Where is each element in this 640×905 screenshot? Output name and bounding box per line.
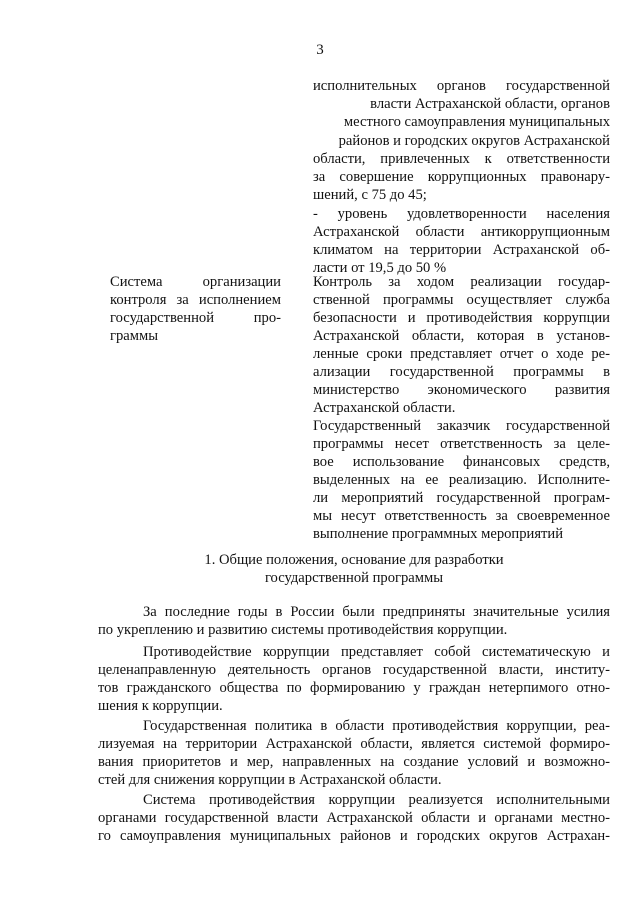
text-line: министерство экономического развития: [313, 382, 610, 398]
section-heading: государственной программы: [264, 570, 444, 586]
body-line: За последние годы в России были предприняты значительные усилия: [143, 604, 610, 620]
control-system-label: контроля за исполнением: [110, 292, 281, 308]
control-system-label: государственной про-: [110, 310, 281, 326]
text-line: климатом на территории Астраханской об-: [313, 242, 610, 258]
text-line: ли мероприятий государственной програм-: [313, 490, 610, 506]
body-line: шения к коррупции.: [98, 698, 223, 714]
body-line: по укреплению и развитию системы противодействия коррупции.: [98, 622, 508, 638]
body-line: Государственная политика в области противодействия коррупции, реа-: [143, 718, 610, 734]
body-line: стей для снижения коррупции в Астраханской области.: [98, 772, 442, 788]
text-line: Контроль за ходом реализации государ-: [313, 274, 610, 290]
text-line: исполнительных органов государственной: [313, 78, 610, 94]
body-line: вания приоритетов и мер, направленных на создание условий и возможно-: [98, 754, 610, 770]
text-line: программы несет ответственность за целе-: [313, 436, 610, 452]
text-line: выполнение программных мероприятий: [313, 526, 564, 542]
body-line: го самоуправления муниципальных районов и городских округов Астрахан-: [98, 828, 610, 844]
body-line: лизуемая на территории Астраханской области, является системой формиро-: [98, 736, 610, 752]
text-line: ласти от 19,5 до 50 %: [313, 260, 447, 276]
body-line: органами государственной власти Астраханской области и органами местно-: [98, 810, 610, 826]
text-line: шений, с 75 до 45;: [313, 187, 427, 203]
text-line: вое использование финансовых средств,: [313, 454, 610, 470]
text-line: власти Астраханской области, органов: [370, 96, 610, 112]
text-line: ственной программы осуществляет служба: [313, 292, 610, 308]
body-line: целенаправленную деятельность органов государственной власти, институ-: [98, 662, 610, 678]
text-line: за совершение коррупционных правонару-: [313, 169, 610, 185]
text-line: местного самоуправления муниципальных: [343, 114, 610, 130]
text-line: - уровень удовлетворенности населения: [313, 206, 610, 222]
text-line: ленные сроки представляет отчет о ходе ре-: [313, 346, 610, 362]
text-line: Астраханской области.: [313, 400, 456, 416]
control-system-label: Система организации: [110, 274, 281, 290]
text-line: районов и городских округов Астраханской: [338, 133, 610, 149]
text-line: безопасности и противодействия коррупции: [313, 310, 610, 326]
text-line: Астраханской области антикоррупционным: [313, 224, 610, 240]
section-heading: 1. Общие положения, основание для разработки: [204, 552, 504, 568]
text-line: выделенных на ее реализацию. Исполните-: [313, 472, 610, 488]
text-line: Государственный заказчик государственной: [313, 418, 610, 434]
control-system-label: граммы: [110, 328, 159, 344]
body-line: тов гражданского общества по формированию у граждан нетерпимого отно-: [98, 680, 610, 696]
page-number: 3: [316, 42, 324, 58]
text-line: области, привлеченных к ответственности: [313, 151, 610, 167]
text-line: Астраханской области, которая в установ-: [313, 328, 610, 344]
text-line: ализации государственной программы в: [313, 364, 610, 380]
text-line: мы несут ответственность за своевременное: [313, 508, 610, 524]
body-line: Система противодействия коррупции реализуется исполнительными: [143, 792, 610, 808]
body-line: Противодействие коррупции представляет собой систематическую и: [143, 644, 610, 660]
